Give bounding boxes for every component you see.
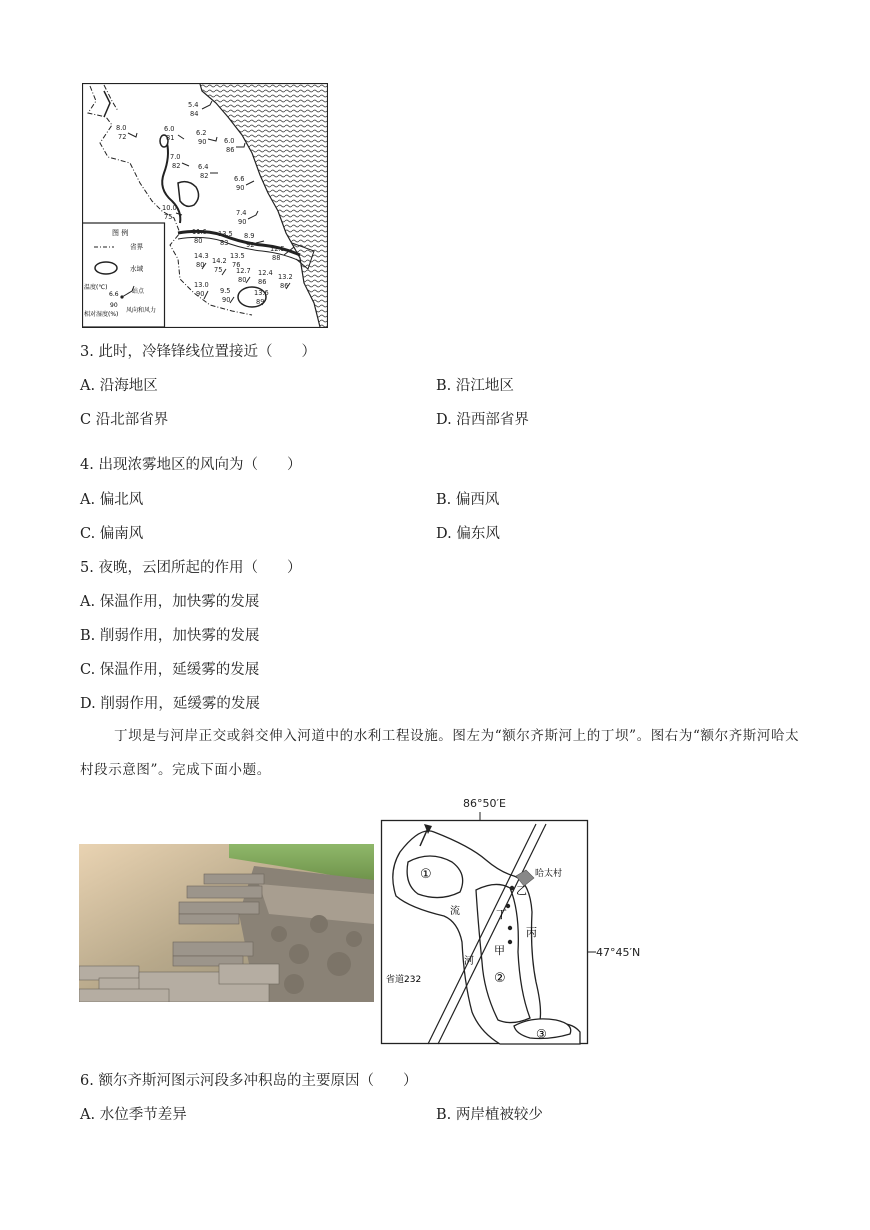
svg-text:8.9: 8.9	[244, 232, 255, 240]
station	[224, 137, 235, 154]
svg-text:14.2: 14.2	[212, 257, 227, 265]
question-5-option-b[interactable]: B. 削弱作用，加快雾的发展	[80, 628, 260, 644]
point-jia: 甲	[494, 944, 505, 957]
svg-text:12.4: 12.4	[258, 269, 273, 277]
svg-text:86: 86	[226, 146, 235, 154]
station	[244, 232, 255, 249]
svg-text:75: 75	[214, 266, 223, 274]
question-4-stem: 4. 出现浓雾地区的风向为（ ）	[80, 457, 302, 473]
station	[170, 153, 181, 170]
station	[236, 209, 247, 226]
question-3-option-c[interactable]: C 沿北部省界	[80, 412, 169, 428]
question-4-option-a[interactable]: A. 偏北风	[80, 492, 144, 508]
question-5-stem: 5. 夜晚，云团所起的作用（ ）	[80, 560, 302, 576]
svg-text:84: 84	[190, 110, 199, 118]
station	[164, 125, 175, 142]
water-legend-icon	[95, 262, 117, 274]
question-5-option-d[interactable]: D. 削弱作用，延缓雾的发展	[80, 696, 260, 712]
svg-text:省界: 省界	[130, 243, 144, 251]
svg-text:80: 80	[196, 261, 205, 269]
road-label: 省道232	[386, 975, 422, 985]
spur-dike-photo	[79, 844, 374, 1002]
svg-text:13.5: 13.5	[218, 230, 233, 238]
legend-title: 图 例	[112, 229, 129, 237]
svg-text:站点: 站点	[132, 288, 145, 295]
longitude-label: 86°50′E	[463, 797, 506, 810]
station	[234, 175, 245, 192]
legend-humid: 相对湿度(%)	[84, 311, 119, 318]
svg-text:88: 88	[272, 254, 281, 262]
svg-text:82: 82	[172, 162, 181, 170]
svg-text:90: 90	[198, 138, 207, 146]
island-2-label: ②	[494, 971, 506, 986]
svg-text:水域: 水域	[130, 265, 144, 273]
question-6-stem: 6. 额尔齐斯河图示河段多冲积岛的主要原因（ ）	[80, 1073, 418, 1089]
question-4-option-d[interactable]: D. 偏东风	[436, 526, 500, 542]
station	[188, 101, 199, 118]
svg-text:92: 92	[246, 241, 255, 249]
svg-text:90: 90	[222, 296, 231, 304]
svg-text:80: 80	[194, 237, 203, 245]
svg-text:6.0: 6.0	[164, 125, 175, 133]
river-char-1: 流	[450, 906, 460, 917]
station	[196, 129, 207, 146]
passage-text: 丁坝是与河岸正交或斜交伸入河道中的水利工程设施。图左为“额尔齐斯河上的丁坝”。图右为“额尔齐斯河哈太村段示意图”。完成下面小题。	[80, 728, 800, 778]
svg-text:13.2: 13.2	[278, 273, 293, 281]
question-5-option-c[interactable]: C. 保温作用，延缓雾的发展	[80, 662, 260, 678]
river-section-map	[380, 812, 600, 1046]
svg-text:6.6: 6.6	[109, 291, 119, 298]
svg-text:81: 81	[166, 134, 175, 142]
svg-text:10.0: 10.0	[162, 204, 177, 212]
point-ding: 丁	[496, 908, 507, 921]
svg-text:12.7: 12.7	[236, 267, 251, 275]
map-legend	[83, 223, 165, 327]
svg-text:13.0: 13.0	[194, 281, 209, 289]
svg-text:82: 82	[200, 172, 209, 180]
svg-text:86: 86	[258, 278, 267, 286]
question-6-option-a[interactable]: A. 水位季节差异	[80, 1107, 187, 1123]
station	[116, 124, 127, 141]
svg-text:90: 90	[196, 290, 205, 298]
svg-text:14.3: 14.3	[194, 252, 209, 260]
question-3-option-a[interactable]: A. 沿海地区	[80, 378, 158, 394]
svg-text:6.4: 6.4	[198, 163, 209, 171]
svg-text:80: 80	[238, 276, 247, 284]
svg-text:6.0: 6.0	[224, 137, 235, 145]
latitude-label: 47°45′N	[596, 946, 641, 959]
question-4-option-b[interactable]: B. 偏西风	[436, 492, 500, 508]
svg-text:13.5: 13.5	[230, 252, 245, 260]
legend-temp: 温度(℃)	[84, 284, 108, 291]
svg-text:90: 90	[236, 184, 245, 192]
svg-text:7.4: 7.4	[236, 209, 247, 217]
svg-text:7.0: 7.0	[170, 153, 181, 161]
question-4-option-c[interactable]: C. 偏南风	[80, 526, 144, 542]
svg-text:9.5: 9.5	[220, 287, 231, 295]
question-3-option-d[interactable]: D. 沿西部省界	[436, 412, 529, 428]
weather-station-map	[82, 83, 328, 328]
svg-text:6.6: 6.6	[234, 175, 245, 183]
island-1-label: ①	[420, 867, 432, 882]
island-3-label: ③	[536, 1027, 547, 1041]
point-bing: 丙	[526, 926, 537, 939]
svg-text:86: 86	[280, 282, 289, 290]
river-char-2: 河	[464, 956, 474, 967]
svg-text:12.5: 12.5	[270, 245, 285, 253]
svg-text:83: 83	[220, 239, 229, 247]
station	[220, 287, 231, 304]
svg-text:5.4: 5.4	[188, 101, 199, 109]
station	[198, 163, 209, 180]
village-label: 哈太村	[535, 869, 563, 879]
svg-text:13.6: 13.6	[254, 289, 269, 297]
question-3-option-b[interactable]: B. 沿江地区	[436, 378, 514, 394]
svg-text:8.0: 8.0	[116, 124, 127, 132]
svg-text:6.2: 6.2	[196, 129, 207, 137]
svg-text:75: 75	[164, 213, 173, 221]
svg-text:90: 90	[238, 218, 247, 226]
svg-text:72: 72	[118, 133, 127, 141]
svg-text:风向和风力: 风向和风力	[126, 307, 157, 314]
svg-text:76: 76	[232, 261, 241, 269]
point-yi: 乙	[516, 884, 527, 897]
svg-text:90: 90	[110, 302, 118, 309]
svg-text:11.6: 11.6	[192, 228, 207, 236]
question-6-option-b[interactable]: B. 两岸植被较少	[436, 1107, 543, 1123]
question-3-stem: 3. 此时，冷锋锋线位置接近（ ）	[80, 344, 316, 360]
question-5-option-a[interactable]: A. 保温作用，加快雾的发展	[80, 594, 260, 610]
svg-text:89: 89	[256, 298, 265, 306]
